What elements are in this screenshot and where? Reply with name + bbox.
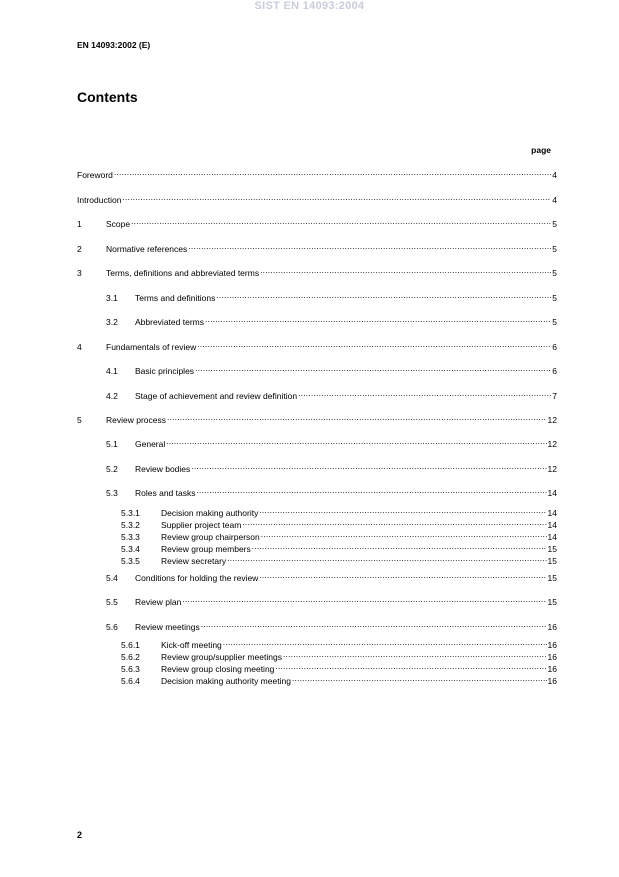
toc-entry-number: 5.6.4: [121, 676, 140, 686]
page-column-label: page: [531, 145, 551, 155]
toc-entry-title: Review bodies: [135, 464, 191, 474]
toc-entry-number: 5.3.4: [121, 544, 140, 554]
toc-entry: [121, 553, 557, 564]
toc-entry-page: 15: [547, 573, 557, 583]
toc-dot-leader: [259, 570, 546, 581]
toc-entry: [121, 637, 557, 648]
toc-entry-number: 4.1: [106, 366, 118, 376]
toc-dot-leader: [242, 517, 546, 528]
toc-entry-number: 5.5: [106, 597, 118, 607]
toc-entry-page: 16: [547, 652, 557, 662]
toc-entry-title: Kick-off meeting: [161, 640, 222, 650]
toc-entry-title: Scope: [106, 219, 131, 229]
toc-entry-page: 5: [552, 244, 557, 254]
toc-entry-number: 3.1: [106, 293, 118, 303]
toc-entry: [106, 461, 557, 472]
toc-dot-leader: [201, 619, 547, 630]
toc-entry: [121, 649, 557, 660]
toc-dot-leader: [195, 363, 551, 374]
toc-entry: [77, 167, 557, 178]
toc-entry-number: 5: [77, 415, 82, 425]
toc-entry-page: 6: [552, 342, 557, 352]
toc-entry-page: 15: [547, 597, 557, 607]
toc-entry-page: 15: [547, 556, 557, 566]
toc-entry-title: Review process: [106, 415, 166, 425]
toc-dot-leader: [166, 436, 546, 447]
toc-entry-page: 4: [552, 170, 557, 180]
toc-entry: [106, 388, 557, 399]
toc-entry-page: 16: [547, 622, 557, 632]
toc-entry-page: 5: [552, 293, 557, 303]
toc-entry: [106, 594, 557, 605]
page-title: Contents: [77, 89, 138, 105]
toc-entry-title: Review group closing meeting: [161, 664, 275, 674]
toc-entry-number: 5.6.3: [121, 664, 140, 674]
toc-entry: [121, 541, 557, 552]
toc-entry-number: 3.2: [106, 317, 118, 327]
toc-dot-leader: [223, 637, 547, 648]
toc-entry-page: 12: [547, 415, 557, 425]
toc-dot-leader: [298, 388, 551, 399]
toc-dot-leader: [227, 553, 546, 564]
page-number: 2: [77, 830, 83, 840]
toc-entry-page: 16: [547, 640, 557, 650]
toc-entry-number: 5.1: [106, 439, 118, 449]
toc-entry-title: Review secretary: [161, 556, 227, 566]
toc-entry-title: Supplier project team: [161, 520, 242, 530]
toc-dot-leader: [275, 661, 546, 672]
toc-entry-title: Abbreviated terms: [135, 317, 204, 327]
toc-entry: [77, 192, 557, 203]
toc-dot-leader: [122, 192, 551, 203]
toc-entry-title: Review group members: [161, 544, 251, 554]
toc-entry-title: Review group chairperson: [161, 532, 260, 542]
toc-entry-number: 5.3: [106, 488, 118, 498]
toc-entry-number: 5.4: [106, 573, 118, 583]
toc-entry-page: 5: [552, 219, 557, 229]
toc-dot-leader: [167, 412, 547, 423]
toc-entry-title: General: [135, 439, 166, 449]
toc-dot-leader: [191, 461, 546, 472]
toc-dot-leader: [197, 339, 551, 350]
toc-dot-leader: [292, 673, 547, 684]
watermark: SIST EN 14093:2004: [254, 0, 365, 12]
toc-entry-title: Foreword: [77, 170, 113, 180]
toc-entry-title: Roles and tasks: [135, 488, 196, 498]
toc-entry: [106, 363, 557, 374]
toc-entry: [121, 505, 557, 516]
toc-entry-page: 6: [552, 366, 557, 376]
toc-dot-leader: [216, 290, 551, 301]
toc-entry: [77, 216, 557, 227]
toc-entry-page: 14: [547, 532, 557, 542]
toc-entry-title: Decision making authority meeting: [161, 676, 291, 686]
toc-entry-number: 5.2: [106, 464, 118, 474]
toc-entry-title: Stage of achievement and review definition: [135, 391, 298, 401]
toc-entry: [121, 517, 557, 528]
toc-entry: [106, 485, 557, 496]
toc-entry-page: 5: [552, 317, 557, 327]
toc-entry-number: 5.6: [106, 622, 118, 632]
toc-dot-leader: [188, 241, 551, 252]
toc-entry-page: 5: [552, 268, 557, 278]
toc-entry-title: Normative references: [106, 244, 188, 254]
toc-entry-number: 5.3.5: [121, 556, 140, 566]
toc-entry-number: 3: [77, 268, 82, 278]
toc-entry-number: 4.2: [106, 391, 118, 401]
toc-entry: [106, 619, 557, 630]
toc-entry-title: Decision making authority: [161, 508, 259, 518]
toc-entry-page: 14: [547, 508, 557, 518]
toc-entry: [77, 339, 557, 350]
toc-entry-page: 12: [547, 464, 557, 474]
toc-entry-page: 4: [552, 195, 557, 205]
toc-entry: [77, 412, 557, 423]
toc-dot-leader: [283, 649, 547, 660]
toc-entry-title: Fundamentals of review: [106, 342, 197, 352]
toc-dot-leader: [261, 529, 547, 540]
toc-entry: [77, 241, 557, 252]
toc-entry-number: 5.3.2: [121, 520, 140, 530]
toc-entry: [121, 661, 557, 672]
toc-entry-page: 12: [547, 439, 557, 449]
toc-dot-leader: [252, 541, 547, 552]
toc-entry-title: Review group/supplier meetings: [161, 652, 282, 662]
toc-entry: [106, 570, 557, 581]
toc-entry-number: 5.6.1: [121, 640, 140, 650]
toc-dot-leader: [182, 594, 546, 605]
document-id: EN 14093:2002 (E): [77, 40, 151, 50]
toc-dot-leader: [205, 314, 551, 325]
toc-entry-title: Introduction: [77, 195, 122, 205]
toc-entry-title: Terms, definitions and abbreviated terms: [106, 268, 260, 278]
toc-entry-number: 4: [77, 342, 82, 352]
toc-entry-page: 15: [547, 544, 557, 554]
toc-entry: [121, 673, 557, 684]
toc-entry-title: Review meetings: [135, 622, 200, 632]
toc-entry: [121, 529, 557, 540]
toc-entry-number: 5.3.1: [121, 508, 140, 518]
toc-dot-leader: [259, 505, 546, 516]
toc-entry: [77, 265, 557, 276]
toc-entry-page: 16: [547, 676, 557, 686]
toc-entry-number: 5.6.2: [121, 652, 140, 662]
toc-entry-title: Conditions for holding the review: [135, 573, 259, 583]
toc-dot-leader: [196, 485, 546, 496]
toc-entry-title: Basic principles: [135, 366, 195, 376]
toc-entry-number: 1: [77, 219, 82, 229]
toc-entry: [106, 436, 557, 447]
toc-entry-page: 16: [547, 664, 557, 674]
toc-entry-page: 14: [547, 520, 557, 530]
toc-entry: [106, 314, 557, 325]
toc-dot-leader: [131, 216, 551, 227]
toc-entry: [106, 290, 557, 301]
toc-entry-page: 14: [547, 488, 557, 498]
toc-entry-number: 5.3.3: [121, 532, 140, 542]
toc-dot-leader: [260, 265, 551, 276]
toc-entry-page: 7: [552, 391, 557, 401]
toc-entry-title: Review plan: [135, 597, 182, 607]
toc-dot-leader: [114, 167, 551, 178]
toc-entry-number: 2: [77, 244, 82, 254]
toc-entry-title: Terms and definitions: [135, 293, 216, 303]
